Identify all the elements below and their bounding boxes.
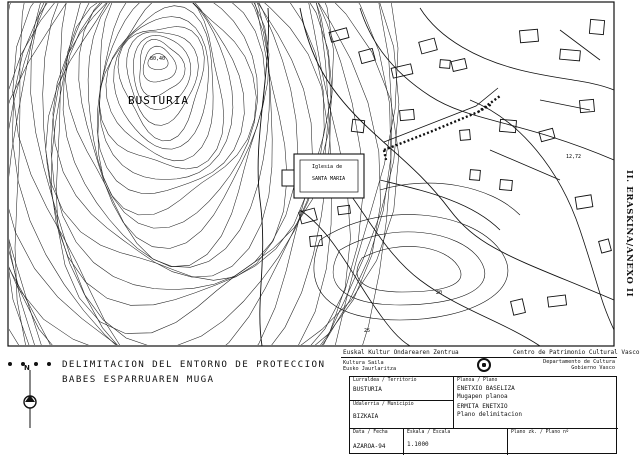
legend-boundary-eu <box>0 373 340 387</box>
contour-label-25: 25 <box>364 328 371 334</box>
church-label: Iglesia de <box>312 164 343 170</box>
building <box>580 99 595 112</box>
legend-boundary <box>0 358 340 372</box>
legend-line-1: DELIMITACION DEL ENTORNO DE PROTECCION <box>62 359 326 370</box>
building <box>511 299 526 315</box>
plan-line-3: ERMITA ENETXIO <box>457 403 508 410</box>
divider <box>341 357 617 358</box>
title-block-grid <box>349 376 617 454</box>
institution-eu: Euskal Kultur Ondarearen Zentrua <box>343 349 459 356</box>
building <box>589 19 604 34</box>
spot-height-summit: 80,40 <box>150 56 166 62</box>
cell-location <box>350 377 454 401</box>
contour-line <box>79 0 265 248</box>
scale-value: 1.1000 <box>407 441 429 448</box>
building <box>419 38 438 54</box>
annex-title: II. ERASKINA/ANEXO II <box>624 170 634 298</box>
municipality-value: BIZKAIA <box>353 413 379 420</box>
location-value: BUSTURIA <box>353 386 382 393</box>
building <box>599 239 612 253</box>
contour-line <box>56 0 327 333</box>
cell-scale <box>404 429 508 455</box>
place-label: BUSTURIA <box>128 94 189 107</box>
contour-line <box>99 0 224 169</box>
date-label: Data / Fecha <box>353 430 388 435</box>
contour-line <box>98 0 256 215</box>
contour-line <box>127 32 199 126</box>
building <box>451 59 467 72</box>
church-santa-maria <box>282 154 364 198</box>
municipality-label: Udalerria / Municipio <box>353 402 414 407</box>
plan-label: Planoa / Plano <box>457 378 498 383</box>
basque-government-emblem-icon <box>477 358 491 372</box>
building <box>500 179 513 190</box>
contour-line <box>106 6 213 161</box>
building <box>560 49 581 61</box>
department-eu: Kultura Saila Eusko Jaurlaritza <box>343 360 397 372</box>
building <box>520 29 539 43</box>
contour-line <box>51 0 298 290</box>
cell-date <box>350 429 404 455</box>
date-value: AZAROA-94 <box>353 443 386 450</box>
north-indicator <box>10 364 50 434</box>
building <box>575 195 593 209</box>
north-letter: N <box>24 364 30 372</box>
cell-plan <box>454 377 618 429</box>
contour-line <box>46 0 287 280</box>
legend-line-2: BABES ESPARRUAREN MUGA <box>62 374 215 385</box>
building <box>539 128 555 141</box>
building <box>470 170 481 181</box>
plan-line-2: Mugapen planoa <box>457 393 508 400</box>
church-name: SANTA MARIA <box>312 176 346 182</box>
cell-municipality <box>350 401 454 429</box>
contour-label-20: 20 <box>436 290 443 296</box>
contour-line <box>65 0 269 267</box>
building <box>359 48 376 63</box>
building <box>440 60 451 69</box>
building <box>460 130 471 141</box>
contour-line <box>12 0 331 385</box>
plan-line-1: ENETXIO BASELIZA <box>457 385 515 392</box>
building <box>351 119 364 132</box>
contour-line <box>63 0 270 267</box>
location-label: Lurraldea / Territorio <box>353 378 417 383</box>
plan-number-label: Plano zk. / Plano nº <box>511 430 569 435</box>
title-block <box>341 346 640 454</box>
cell-plan-number <box>508 429 618 455</box>
department-es: Departamento de Cultura Gobierno Vasco <box>543 359 615 371</box>
plan-line-4: Plano delimitacion <box>457 411 523 418</box>
institution-es: Centro de Patrimonio Cultural Vasco <box>513 349 640 356</box>
contour-line <box>52 0 313 305</box>
scale-label: Eskala / Escala <box>407 430 451 435</box>
building <box>400 109 415 120</box>
spot-height-east: 12,72 <box>566 154 582 160</box>
building <box>547 295 566 307</box>
